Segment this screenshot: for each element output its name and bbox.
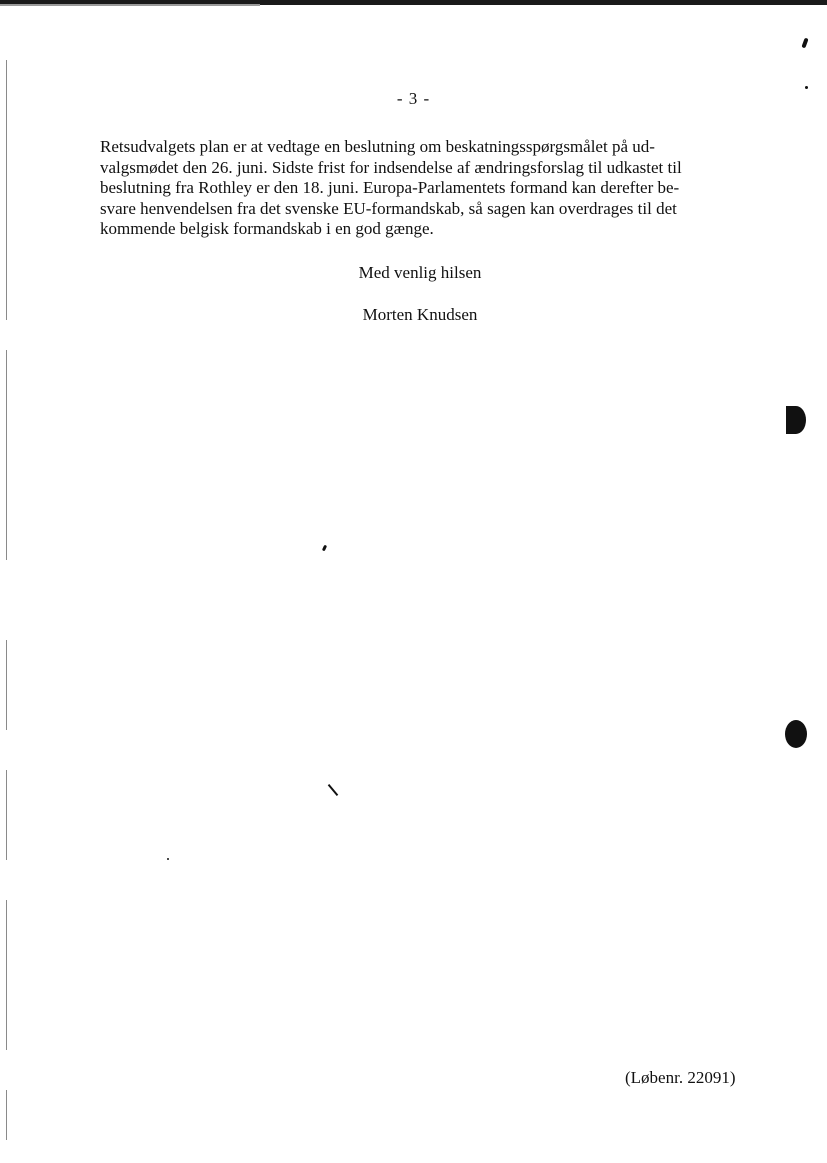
signature-name: Morten Knudsen bbox=[362, 305, 478, 324]
reference-number: (Løbenr. 22091) bbox=[625, 1068, 736, 1087]
punch-hole-mark bbox=[785, 720, 807, 748]
scan-left-edge-line bbox=[6, 770, 7, 860]
scan-top-edge-faded bbox=[0, 4, 260, 6]
scan-speck bbox=[801, 38, 808, 49]
scan-speck bbox=[805, 86, 808, 89]
punch-hole-mark bbox=[786, 406, 806, 434]
scan-left-edge-line bbox=[6, 1090, 7, 1140]
paragraph-line: Retsudvalgets plan er at vedtage en beslutning om beskatningsspørgsmålet på ud- bbox=[100, 137, 655, 156]
page-number: - 3 - bbox=[396, 89, 431, 108]
letter-body-paragraph bbox=[100, 137, 726, 240]
scan-left-edge-line bbox=[6, 640, 7, 730]
scan-speck bbox=[328, 784, 339, 796]
scan-left-edge-line bbox=[6, 350, 7, 560]
paragraph-line: beslutning fra Rothley er den 18. juni. Europa-Parlamentets formand kan derefter be- bbox=[100, 178, 680, 197]
scan-speck bbox=[167, 858, 169, 860]
scan-left-edge-line bbox=[6, 900, 7, 1050]
paragraph-line: svare henvendelsen fra det svenske EU-formandskab, så sagen kan overdrages til det bbox=[100, 198, 677, 218]
paragraph-line: kommende belgisk formandskab i en god gænge. bbox=[100, 219, 434, 238]
paragraph-line: valgsmødet den 26. juni. Sidste frist for indsendelse af ændringsforslag til udkastet til bbox=[100, 157, 682, 177]
scan-speck bbox=[322, 545, 327, 552]
closing-salutation: Med venlig hilsen bbox=[358, 263, 482, 282]
